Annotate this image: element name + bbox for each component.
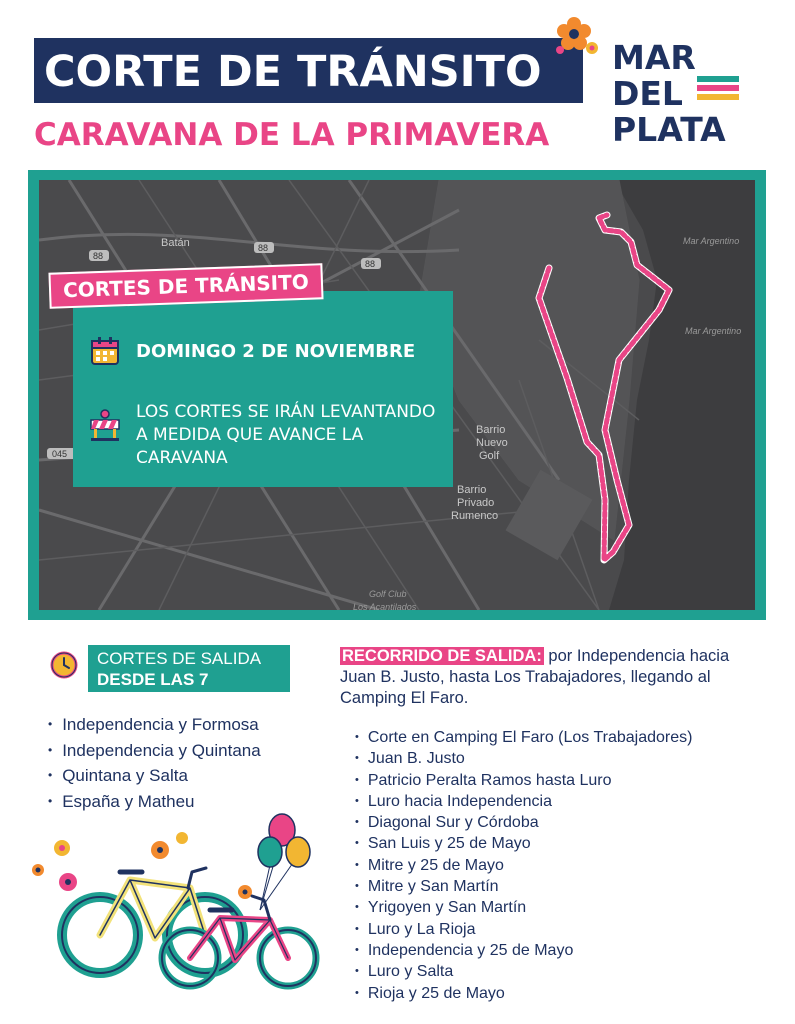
- event-notice: LOS CORTES SE IRÁN LEVANTANDO A MEDIDA QUE AVANCE LA CARAVANA: [136, 402, 436, 468]
- salida-label-line2: DESDE LAS 7: [97, 670, 209, 689]
- road-barrier-icon: [88, 408, 122, 442]
- event-date: [136, 341, 415, 362]
- recorrido-list-item: • Diagonal Sur y Córdoba: [355, 813, 692, 834]
- salida-list-item: • Quintana y Salta: [48, 764, 261, 790]
- map-label-privado-1: Barrio: [457, 484, 487, 496]
- recorrido-description: [340, 646, 760, 709]
- map-road-88-a: 88: [93, 251, 104, 261]
- map-label-nuevo-golf-3: Golf: [479, 450, 500, 462]
- event-date-prefix: DOMINGO: [136, 341, 243, 362]
- recorrido-list-item: • Luro y La Rioja: [355, 920, 692, 941]
- map-label-golf-club: Golf Club: [369, 589, 407, 599]
- recorrido-list-item: • Patricio Peralta Ramos hasta Luro: [355, 771, 692, 792]
- salida-list: [48, 713, 261, 815]
- logo-stripe-teal: [697, 76, 739, 82]
- recorrido-tag: RECORRIDO DE SALIDA:: [342, 647, 542, 665]
- logo-stripe-yellow: [697, 94, 739, 100]
- map-label-sea-2: Mar Argentino: [685, 326, 742, 336]
- recorrido-list-item: • Luro y Salta: [355, 962, 692, 983]
- recorrido-list-item: • Yrigoyen y San Martín: [355, 898, 692, 919]
- recorrido-list-item: • Rioja y 25 de Mayo: [355, 984, 692, 1005]
- cortes-tag: CORTES DE TRÁNSITO: [48, 263, 323, 309]
- map-label-nuevo-golf-1: Barrio: [476, 424, 506, 436]
- salida-list-item: • Independencia y Quintana: [48, 739, 261, 765]
- map-road-045: 045: [52, 449, 68, 459]
- recorrido-list-item: • Juan B. Justo: [355, 749, 692, 770]
- event-date-suffix: DE NOVIEMBRE: [254, 341, 416, 362]
- logo-line-3: PLATA: [612, 110, 726, 149]
- logo-stripes: [697, 76, 739, 103]
- clock-icon: [50, 651, 78, 679]
- map-label-acantilados: Los Acantilados: [353, 602, 417, 610]
- recorrido-list-item: • Mitre y San Martín: [355, 877, 692, 898]
- logo-stripe-pink: [697, 85, 739, 91]
- salida-list-item: • España y Matheu: [48, 790, 261, 816]
- salida-label: [88, 645, 290, 692]
- page-title: CORTE DE TRÁNSITO: [44, 47, 542, 97]
- map-label-nuevo-golf-2: Nuevo: [476, 437, 508, 449]
- flower-decoration-icon: [548, 8, 604, 60]
- logo-line-1: MAR: [612, 38, 696, 77]
- recorrido-list-item: • Luro hacia Independencia: [355, 792, 692, 813]
- recorrido-list-item: • Independencia y 25 de Mayo: [355, 941, 692, 962]
- recorrido-list: [355, 728, 692, 1005]
- map-road-88-c: 88: [365, 259, 376, 269]
- page-subtitle: CARAVANA DE LA PRIMAVERA: [34, 117, 550, 153]
- map-label-privado-3: Rumenco: [451, 510, 499, 522]
- recorrido-list-item: • San Luis y 25 de Mayo: [355, 834, 692, 855]
- bicycles-illustration-icon: [20, 810, 330, 990]
- map-road-88-b: 88: [258, 243, 269, 253]
- salida-list-item: • Independencia y Formosa: [48, 713, 261, 739]
- logo-line-2: DEL: [612, 74, 683, 113]
- map-label-batan: Batán: [161, 237, 190, 249]
- salida-label-line1: CORTES DE SALIDA: [97, 649, 262, 668]
- map-label-privado-2: Privado: [457, 497, 495, 509]
- calendar-icon: [90, 336, 120, 366]
- recorrido-text: por Independencia hacia Juan B. Justo, hasta Los Trabajadores, llegando al Camping El Faro.: [340, 647, 730, 707]
- event-date-number: 2: [242, 341, 255, 362]
- map-label-sea-1: Mar Argentino: [683, 236, 740, 246]
- recorrido-list-item: • Mitre y 25 de Mayo: [355, 856, 692, 877]
- recorrido-list-item: • Corte en Camping El Faro (Los Trabajadores): [355, 728, 692, 749]
